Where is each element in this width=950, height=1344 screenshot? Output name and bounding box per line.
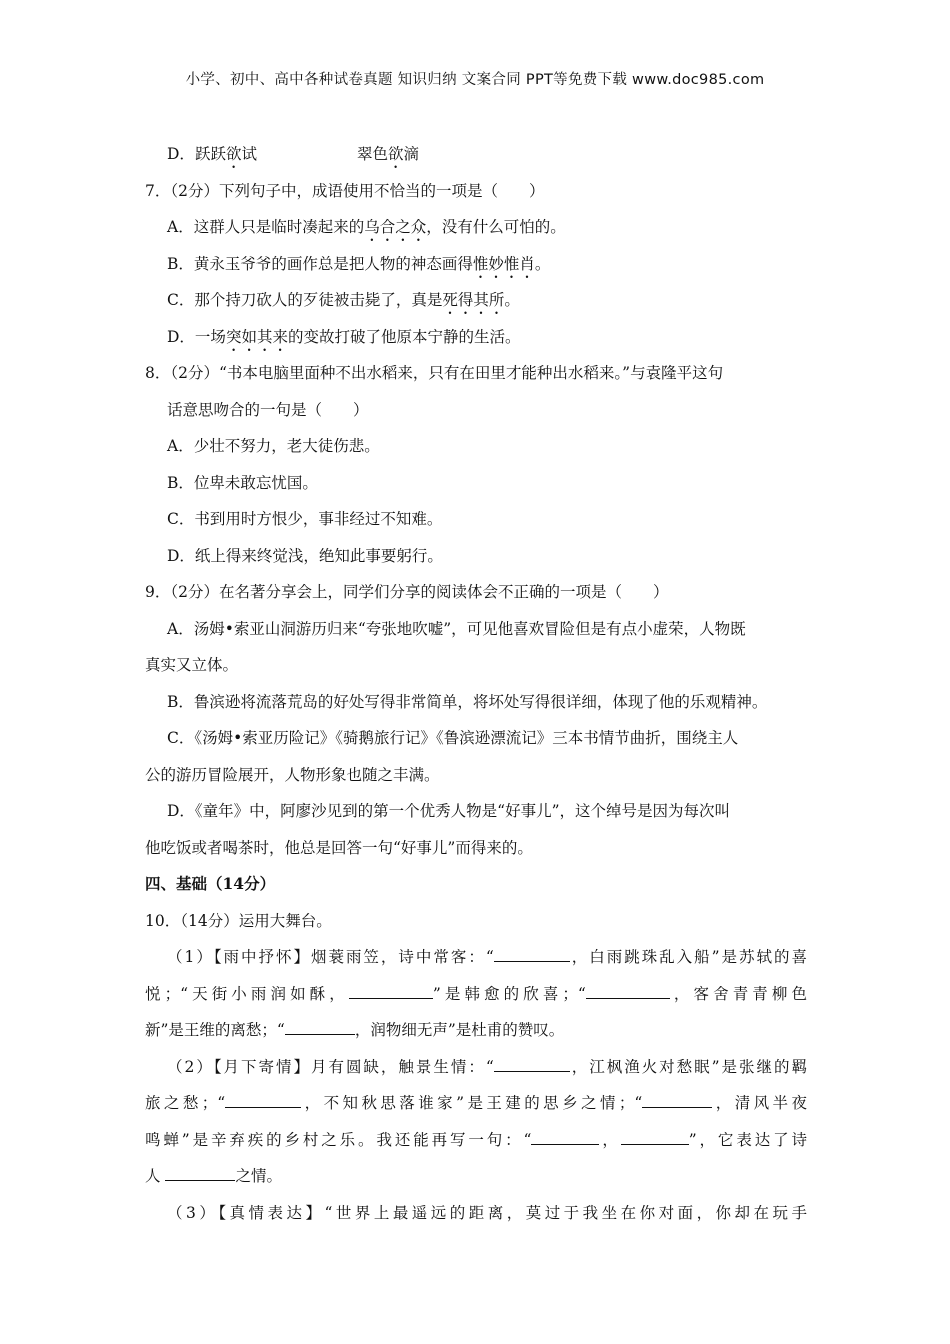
answer-blank[interactable] <box>349 980 433 999</box>
q9-option-a: A．汤姆•索亚山洞游历归来“夸张地吹嘘”，可见他喜欢冒险但是有点小虚荣，人物既 <box>167 619 746 638</box>
q7-option-d <box>145 323 807 360</box>
q10-part1-line2 <box>145 980 807 1017</box>
prompt-text: ”是韩愈的欣喜；“ <box>432 984 586 1003</box>
q10-stem: 10．（14分）运用大舞台。 <box>145 911 332 930</box>
answer-blank[interactable] <box>165 1162 235 1181</box>
q10-part3-line1: （3）【真情表达】“世界上最遥远的距离，莫过于我坐在你对面，你却在玩手 <box>167 1203 807 1222</box>
option-text: B．黄永玉爷爷的画作总是把人物的神态画得 <box>167 254 473 273</box>
answer-blank[interactable] <box>621 1126 689 1145</box>
q9-stem: 9．（2分）在名著分享会上，同学们分享的阅读体会不正确的一项是（ ） <box>145 583 669 601</box>
q8-stem: 8．（2分）“书本电脑里面种不出水稻来，只有在田里才能种出水稻来。”与袁隆平这句 <box>145 364 724 382</box>
q8-option-a: A．少壮不努力，老大徒伤悲。 <box>167 437 380 455</box>
word-text: 滴 <box>403 145 420 163</box>
q9-option-b: B．鲁滨逊将流落荒岛的好处写得非常简单，将坏处写得很详细，体现了他的乐观精神。 <box>167 692 768 711</box>
q9-option-d-continued: 他吃饭或者喝茶时，他总是回答一句“好事儿”而得来的。 <box>145 838 533 857</box>
section-title: 四、基础（14分） <box>145 874 276 893</box>
option-text: C．那个持刀砍人的歹徒被击毙了，真是 <box>167 291 443 309</box>
document-body <box>145 140 807 1235</box>
q10-part2-line1 <box>145 1053 807 1090</box>
emphasis-dot-text: 欲 <box>225 145 242 163</box>
q9-option-d: D．《童年》中，阿廖沙见到的第一个优秀人物是“好事儿”，这个绰号是因为每次叫 <box>167 802 731 820</box>
answer-blank[interactable] <box>494 1053 570 1072</box>
prompt-text: 之情。 <box>235 1167 282 1185</box>
prompt-text: ，不知秋思落谁家”是王建的思乡之情；“ <box>301 1094 643 1112</box>
option-text: 。 <box>504 291 520 309</box>
answer-blank[interactable] <box>494 943 570 962</box>
prompt-text: ，客舍青青柳色 <box>669 984 807 1003</box>
q8-option-d: D．纸上得来终觉浅，绝知此事要躬行。 <box>167 546 443 565</box>
option-text: 。 <box>534 254 551 273</box>
prompt-text: ，白雨跳珠乱入船”是苏轼的喜 <box>569 948 807 966</box>
option-label: D． <box>167 145 195 163</box>
prompt-text: 悦；“天街小雨润如酥， <box>145 984 349 1003</box>
q7-stem: 7．（2分）下列句子中，成语使用不恰当的一项是（ ） <box>145 181 545 200</box>
answer-blank[interactable] <box>586 980 670 999</box>
emphasis-dot-text: 欲 <box>388 145 404 163</box>
option-text: D．一场 <box>167 327 226 346</box>
option-text: 的变故打破了他原本宁静的生活。 <box>287 327 521 346</box>
emphasis-dot-text: 惟妙惟肖 <box>472 254 535 273</box>
word-text: 跃跃 <box>194 145 226 163</box>
prompt-text: 鸣蝉”是辛弃疾的乡村之乐。我还能再写一句：“ <box>145 1130 532 1149</box>
q9-option-a-continued: 真实又立体。 <box>145 656 239 674</box>
q9-option-c: C．《汤姆•索亚历险记》《骑鹅旅行记》《鲁滨逊漂流记》三本书情节曲折，围绕主人 <box>167 729 739 747</box>
prompt-text: ，润物细无声”是杜甫的赞叹。 <box>354 1021 565 1039</box>
word-text: 试 <box>241 145 257 163</box>
emphasis-dot-text: 突如其来 <box>225 327 288 346</box>
q8-stem-continued: 话意思吻合的一句是（ ） <box>167 400 369 419</box>
option-text: A．这群人只是临时凑起来的 <box>167 218 365 236</box>
answer-blank[interactable] <box>531 1126 599 1145</box>
q7-option-b <box>145 250 807 287</box>
q10-part1-line3 <box>145 1016 807 1053</box>
prompt-text: ， <box>599 1130 621 1149</box>
prompt-text: ，江枫渔火对愁眠”是张继的羁 <box>569 1057 807 1076</box>
emphasis-dot-text: 乌合之众 <box>364 218 427 236</box>
q9-option-c-continued: 公的游历冒险展开，人物形象也随之丰满。 <box>145 765 440 784</box>
prompt-text: 旅之愁；“ <box>145 1094 226 1112</box>
answer-blank[interactable] <box>285 1016 355 1035</box>
option-text: ，没有什么可怕的。 <box>426 218 566 236</box>
prompt-text: ”，它表达了诗 <box>688 1130 807 1149</box>
word-text: 翠色 <box>356 145 388 163</box>
q10-part2-line2 <box>145 1089 807 1126</box>
q10-part2-line4 <box>145 1162 807 1199</box>
answer-blank[interactable] <box>642 1089 712 1108</box>
q8-option-b: B．位卑未敢忘忧国。 <box>167 473 318 492</box>
q7-option-a <box>145 213 807 250</box>
answer-blank[interactable] <box>225 1089 301 1108</box>
prompt-text: 新”是王维的离愁；“ <box>145 1021 285 1039</box>
q10-part2-line3 <box>145 1126 807 1163</box>
q7-option-c <box>145 286 807 323</box>
emphasis-dot-text: 死得其所 <box>442 291 505 309</box>
q10-part1-line1 <box>145 943 807 980</box>
page-header: 小学、初中、高中各种试卷真题 知识归纳 文案合同 PPT等免费下载 www.doc985.com <box>185 72 765 88</box>
q6-option-d <box>145 140 807 177</box>
prompt-text: 人 <box>145 1167 166 1185</box>
prompt-text: ，清风半夜 <box>712 1094 807 1112</box>
prompt-text: （1）【雨中抒怀】烟蓑雨笠，诗中常客：“ <box>167 948 494 966</box>
q8-option-c: C．书到用时方恨少，事非经过不知难。 <box>167 510 443 528</box>
prompt-text: （2）【月下寄情】月有圆缺，触景生情：“ <box>167 1057 494 1076</box>
